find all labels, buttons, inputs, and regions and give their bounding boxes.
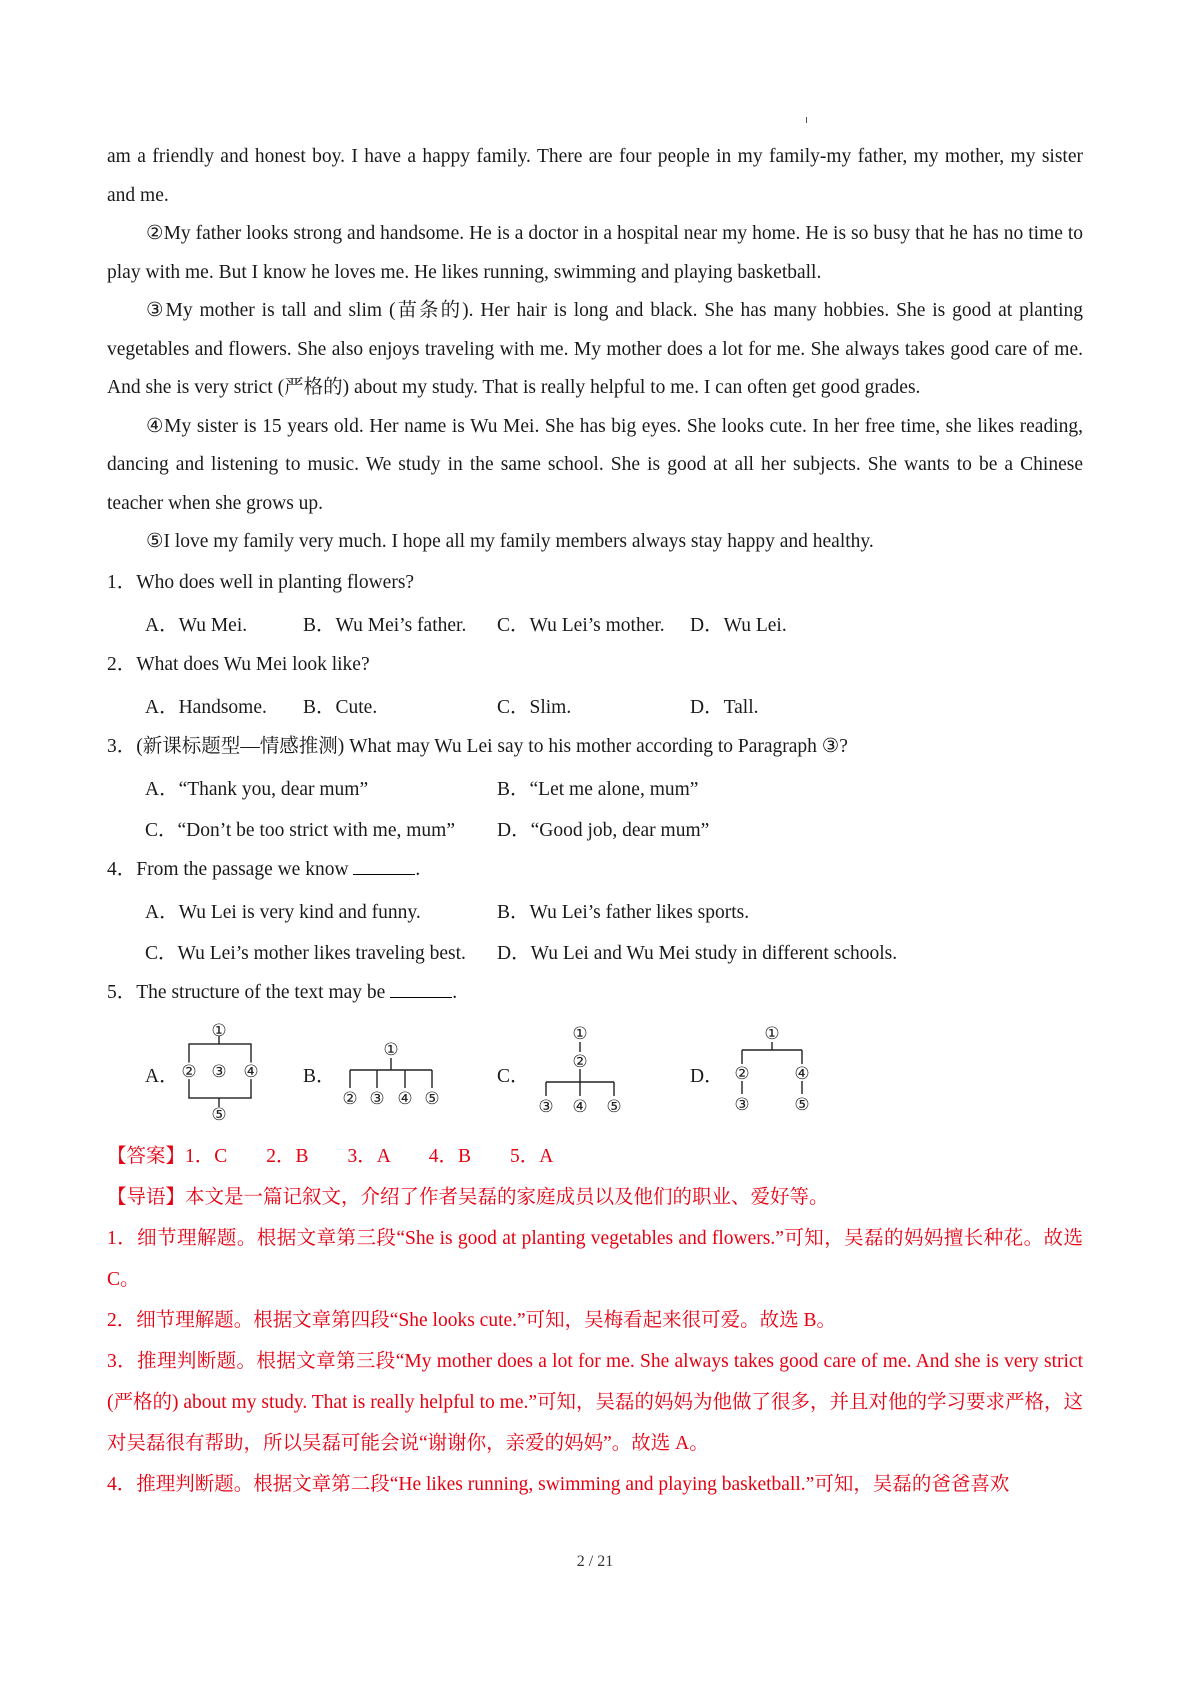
structure-diagrams xyxy=(107,1013,1083,1136)
node-5: ⑤ xyxy=(793,1095,810,1115)
q2-option-a[interactable]: A．Handsome. xyxy=(145,697,267,718)
node-5: ⑤ xyxy=(423,1089,440,1109)
q3-option-a[interactable]: A．“Thank you, dear mum” xyxy=(145,779,369,800)
node-1: ① xyxy=(210,1021,227,1041)
node-1: ① xyxy=(571,1024,588,1044)
explanation-1: 1．细节理解题。根据文章第三段“She is good at planting vegetables and flowers.”可知，吴磊的妈妈擅长种花。故选 C。 xyxy=(107,1227,1083,1290)
question-5-period: . xyxy=(452,981,458,1003)
q2-option-c[interactable]: C．Slim. xyxy=(497,697,572,718)
passage-paragraph-2: ②My father looks strong and handsome. He is a doctor in a hospital near my home. He is so busy that he has no time to play with me. But I know he loves me. He likes running, swimming and playing basketball. xyxy=(107,223,1083,283)
answer-section xyxy=(107,1136,1083,1505)
passage-paragraph-1: am a friendly and honest boy. I have a happy family. There are four people in my family-my father, my mother, my sister and me. xyxy=(107,146,1083,206)
question-3-options-row-1 xyxy=(107,767,1083,808)
node-5: ⑤ xyxy=(210,1105,227,1125)
diagram-d-tree xyxy=(724,1024,824,1124)
node-5: ⑤ xyxy=(605,1097,622,1117)
question-4-options-row-2 xyxy=(107,931,1083,972)
diagram-b-label: B． xyxy=(303,1066,336,1087)
diagram-c-label: C． xyxy=(497,1066,530,1087)
q2-option-b[interactable]: B．Cute. xyxy=(303,697,378,718)
answer-blank xyxy=(353,856,415,875)
diagram-option-c[interactable] xyxy=(497,1024,690,1124)
q3-option-c[interactable]: C．“Don’t be too strict with me, mum” xyxy=(145,820,455,841)
diagram-a-tree xyxy=(179,1021,263,1125)
question-1-options xyxy=(107,603,1083,644)
node-2: ② xyxy=(733,1064,750,1084)
q4-option-b[interactable]: B．Wu Lei’s father likes sports. xyxy=(497,902,750,923)
diagram-d-label: D． xyxy=(690,1066,724,1087)
node-4: ④ xyxy=(242,1062,259,1082)
q3-option-b[interactable]: B．“Let me alone, mum” xyxy=(497,779,699,800)
question-5-stem xyxy=(107,972,1083,1013)
diagram-option-a[interactable] xyxy=(145,1021,303,1125)
node-3: ③ xyxy=(210,1062,227,1082)
stray-mark xyxy=(806,117,807,123)
node-2: ② xyxy=(180,1062,197,1082)
q1-option-d[interactable]: D．Wu Lei. xyxy=(690,615,787,636)
q4-option-c[interactable]: C．Wu Lei’s mother likes traveling best. xyxy=(145,943,466,964)
node-2: ② xyxy=(341,1089,358,1109)
question-3-options-row-2 xyxy=(107,808,1083,849)
question-3-stem: 3．(新课标题型—情感推测) What may Wu Lei say to his mother according to Paragraph ③? xyxy=(107,735,848,757)
question-5-text: 5．The structure of the text may be xyxy=(107,981,386,1003)
question-1-stem: 1．Who does well in planting flowers? xyxy=(107,571,415,593)
question-4-stem xyxy=(107,849,1083,890)
q4-option-a[interactable]: A．Wu Lei is very kind and funny. xyxy=(145,902,421,923)
diagram-option-d[interactable] xyxy=(690,1024,824,1124)
passage-paragraph-5: ⑤I love my family very much. I hope all my family members always stay happy and healthy. xyxy=(146,531,874,552)
passage-paragraph-3: ③My mother is tall and slim (苗条的). Her hair is long and black. She has many hobbies. She is good at planting vegetables and flowers. She also enjoys traveling with me. My mother does a lot for me. She always takes good care of me. And she is very strict (严格的) about my study. That is really helpful to me. I can often get good grades. xyxy=(107,300,1083,398)
question-2-options xyxy=(107,685,1083,726)
explanation-3: 3．推理判断题。根据文章第三段“My mother does a lot for me. She always takes good care of me. And she is very strict (严格的) about my study. That is really helpful to me.”可知，吴磊的妈妈为他做了很多，并且对他的学习要求严格，这对吴磊很有帮助，所以吴磊可能会说“谢谢你，亲爱的妈妈”。故选 A。 xyxy=(107,1350,1084,1454)
q4-option-d[interactable]: D．Wu Lei and Wu Mei study in different schools. xyxy=(497,943,898,964)
node-1: ① xyxy=(382,1040,399,1060)
page-content xyxy=(107,138,1083,1505)
question-4-options-row-1 xyxy=(107,890,1083,931)
diagram-a-label: A． xyxy=(145,1066,179,1087)
node-4: ④ xyxy=(396,1089,413,1109)
node-3: ③ xyxy=(537,1097,554,1117)
explanation-4: 4．推理判断题。根据文章第二段“He likes running, swimming and playing basketball.”可知，吴磊的爸爸喜欢 xyxy=(107,1473,1010,1495)
diagram-b-tree xyxy=(336,1024,446,1124)
q1-option-a[interactable]: A．Wu Mei. xyxy=(145,615,248,636)
explanation-2: 2．细节理解题。根据文章第四段“She looks cute.”可知，吴梅看起来很可爱。故选 B。 xyxy=(107,1309,837,1331)
q3-option-d[interactable]: D．“Good job, dear mum” xyxy=(497,820,710,841)
passage-paragraph-4: ④My sister is 15 years old. Her name is Wu Mei. She has big eyes. She looks cute. In her free time, she likes reading, dancing and listening to music. We study in the same school. She is good at all her subjects. She wants to be a Chinese teacher when she grows up. xyxy=(107,415,1083,514)
page-number: 2 / 21 xyxy=(576,1553,614,1570)
node-1: ① xyxy=(763,1024,780,1044)
node-4: ④ xyxy=(793,1064,810,1084)
q1-option-c[interactable]: C．Wu Lei’s mother. xyxy=(497,615,665,636)
node-3: ③ xyxy=(733,1095,750,1115)
node-2: ② xyxy=(571,1052,588,1072)
question-4-period: . xyxy=(415,858,421,880)
answer-blank xyxy=(390,979,452,998)
answer-intro: 【导语】本文是一篇记叙文，介绍了作者吴磊的家庭成员以及他们的职业、爱好等。 xyxy=(107,1186,829,1208)
question-4-text: 4．From the passage we know xyxy=(107,858,349,880)
q2-option-d[interactable]: D．Tall. xyxy=(690,697,759,718)
answer-key: 【答案】1．C 2．B 3．A 4．B 5．A xyxy=(107,1145,554,1167)
node-4: ④ xyxy=(571,1097,588,1117)
question-2-stem: 2．What does Wu Mei look like? xyxy=(107,653,370,675)
q1-option-b[interactable]: B．Wu Mei’s father. xyxy=(303,615,467,636)
diagram-c-tree xyxy=(530,1024,630,1124)
diagram-option-b[interactable] xyxy=(303,1024,497,1124)
node-3: ③ xyxy=(368,1089,385,1109)
